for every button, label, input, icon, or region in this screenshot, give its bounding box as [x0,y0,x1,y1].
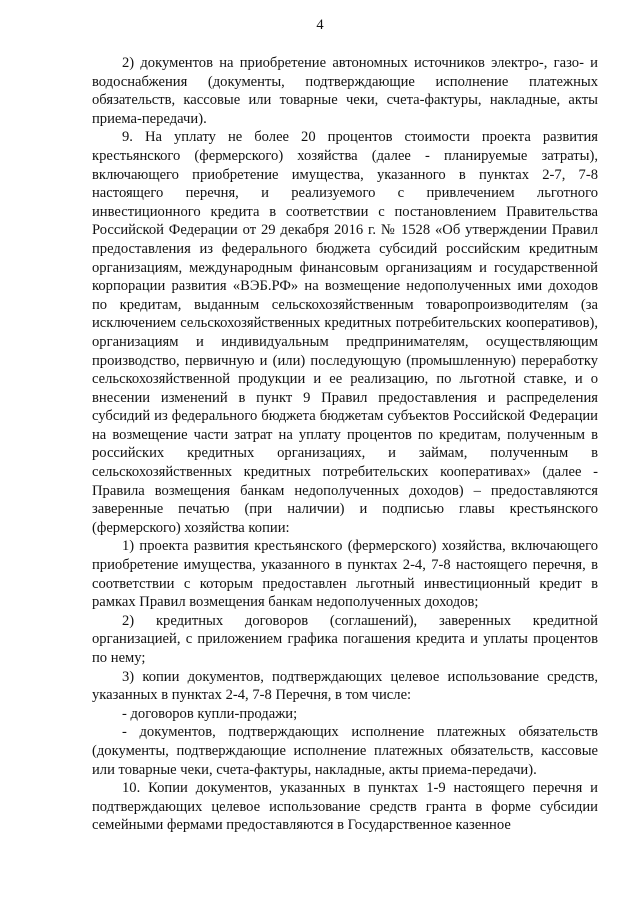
paragraph-subitem-3-copies: 3) копии документов, подтверждающих целевое использование средств, указанных в пунктах 2-4, 7-8 Перечня, в том числе: [92,668,598,704]
paragraph-subitem-2-documents: 2) документов на приобретение автономных источников электро-, газо- и водоснабжения (документы, подтверждающие исполнение платежных обязательств, кассовые или товарные чеки, счета-фактуры, накладные, акты приема-передачи). [92,55,598,127]
paragraph-list-payment-documents: - документов, подтверждающих исполнение платежных обязательств (документы, подтверждающие исполнение платежных обязательств, кассовые или товарные чеки, счета-фактуры, накладные, акты приема-передачи). [92,724,598,778]
paragraph-subitem-2-credit-agreements: 2) кредитных договоров (соглашений), заверенных кредитной организацией, с приложением графика погашения кредита и уплаты процентов по нему; [92,612,598,666]
paragraph-item-9: 9. На уплату не более 20 процентов стоимости проекта развития крестьянского (фермерского) хозяйства (далее - планируемые затраты), включающего приобретение имущества, указанного в пунктах 2-7, 7-8 настоящего перечня, и реализуемого с привлечением льготного инвестиционного кредита в соответствии с постановлением Правительства Российской Федерации от 29 декабря 2016 г. № 1528 «Об утверждении Правил предоставления из федерального бюджета субсидий российским кредитным организациям, международным финансовым организациям и государственной корпорации развития «ВЭБ.РФ» на возмещение недополученных ими доходов по кредитам, выданным сельскохозяйственным товаропроизводителям (за исключением сельскохозяйственных кредитных потребительских кооперативов), организациям и индивидуальным предпринимателям, осуществляющим производство, первичную и (или) последующую (промышленную) переработку сельскохозяйственной продукции и ее реализацию, по льготной ставке, и о внесении изменений в пункт 9 Правил предоставления и распределения субсидий из федерального бюджета бюджетам субъектов Российской Федерации на возмещение части затрат на уплату процентов по кредитам, полученным в российских кредитных организациях, и займам, полученным в сельскохозяйственных кредитных потребительских кооперативах» (далее - Правила возмещения банкам недополученных доходов) – предоставляются заверенные печатью (при наличии) и подписью главы крестьянского (фермерского) хозяйства копии: [92,129,598,536]
document-body [92,54,598,835]
paragraph-item-10: 10. Копии документов, указанных в пунктах 1-9 настоящего перечня и подтверждающих целевое использование средств гранта в форме субсидии семейными фермами предоставляются в Государственное казенное [92,780,598,834]
paragraph-list-contracts: - договоров купли-продажи; [122,705,298,722]
paragraph-subitem-1-project: 1) проекта развития крестьянского (фермерского) хозяйства, включающего приобретение имущества, указанного в пунктах 2-4, 7-8 настоящего перечня, в соответствии с которым предоставлен льготный инвестиционный кредит в рамках Правил возмещения банкам недополученных доходов; [92,538,598,611]
page-number: 4 [316,17,324,33]
